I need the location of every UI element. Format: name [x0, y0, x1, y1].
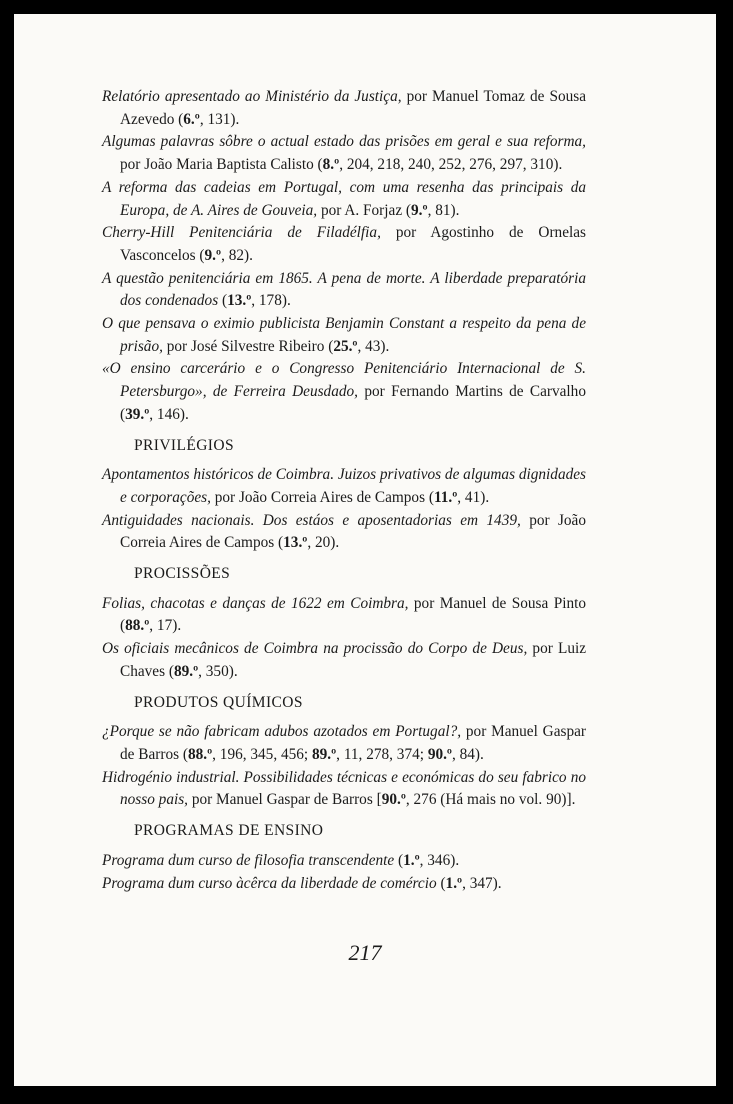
index-entry: Programa dum curso àcêrca da liberdade de comércio (1.º, 347).: [102, 874, 502, 892]
section-heading: PROCISSÕES: [134, 565, 231, 583]
index-entry: A questão penitenciária em 1865. A pena de morte. A liberdade preparatória dos condenados (13.º, 178).: [102, 269, 586, 310]
index-entry: Programa dum curso de filosofia transcendente (1.º, 346).: [102, 851, 460, 869]
index-entry: ¿Porque se não fabricam adubos azotados em Portugal?, por Manuel Gaspar de Barros (88.º, 196, 345, 456; 89.º, 11, 278, 374; 90.º, 84).: [102, 723, 586, 763]
index-entry: Relatório apresentado ao Ministério da Justiça, por Manuel Tomaz de Sousa Azevedo (6.º, 131).: [102, 88, 586, 128]
index-entry: Antiguidades nacionais. Dos estáos e aposentadorias em 1439, por João Correia Aires de Campos (13.º, 20).: [102, 511, 586, 552]
index-entry: Cherry-Hill Penitenciária de Filadélfia, por Agostinho de Ornelas Vasconcelos (9.º, 82).: [102, 224, 586, 264]
page-number: 217: [348, 940, 382, 965]
index-entries: [102, 86, 586, 895]
index-entry: «O ensino carcerário e o Congresso Penitenciário Internacional de S. Petersburgo», de Ferreira Deusdado, por Fernando Martins de Carvalho (39.º, 146).: [102, 360, 586, 423]
index-entry: Algumas palavras sôbre o actual estado das prisões em geral e sua reforma, por João Maria Baptista Calisto (8.º, 204, 218, 240, 252, 276, 297, 310).: [102, 133, 586, 174]
index-entry: Apontamentos históricos de Coimbra. Juizos privativos de algumas dignidades e corporações, por João Correia Aires de Campos (11.º, 41).: [102, 466, 586, 506]
section-heading: PROGRAMAS DE ENSINO: [134, 822, 324, 840]
book-page: [14, 14, 716, 1086]
section-heading: PRODUTOS QUÍMICOS: [134, 693, 303, 711]
index-entry: Folias, chacotas e danças de 1622 em Coimbra, por Manuel de Sousa Pinto (88.º, 17).: [102, 594, 587, 635]
index-entry: Os oficiais mecânicos de Coimbra na procissão do Corpo de Deus, por Luiz Chaves (89.º, 350).: [102, 640, 587, 680]
index-entry: O que pensava o eximio publicista Benjamin Constant a respeito da pena de prisão, por José Silvestre Ribeiro (25.º, 43).: [102, 315, 586, 355]
index-entry: A reforma das cadeias em Portugal, com uma resenha das principais da Europa, de A. Aires de Gouveia, por A. Forjaz (9.º, 81).: [102, 178, 586, 219]
section-heading: PRIVILÉGIOS: [134, 436, 234, 454]
index-entry: Hidrogénio industrial. Possibilidades técnicas e económicas do seu fabrico no nosso pais, por Manuel Gaspar de Barros [90.º, 276 (Há mais no vol. 90)].: [102, 768, 586, 809]
